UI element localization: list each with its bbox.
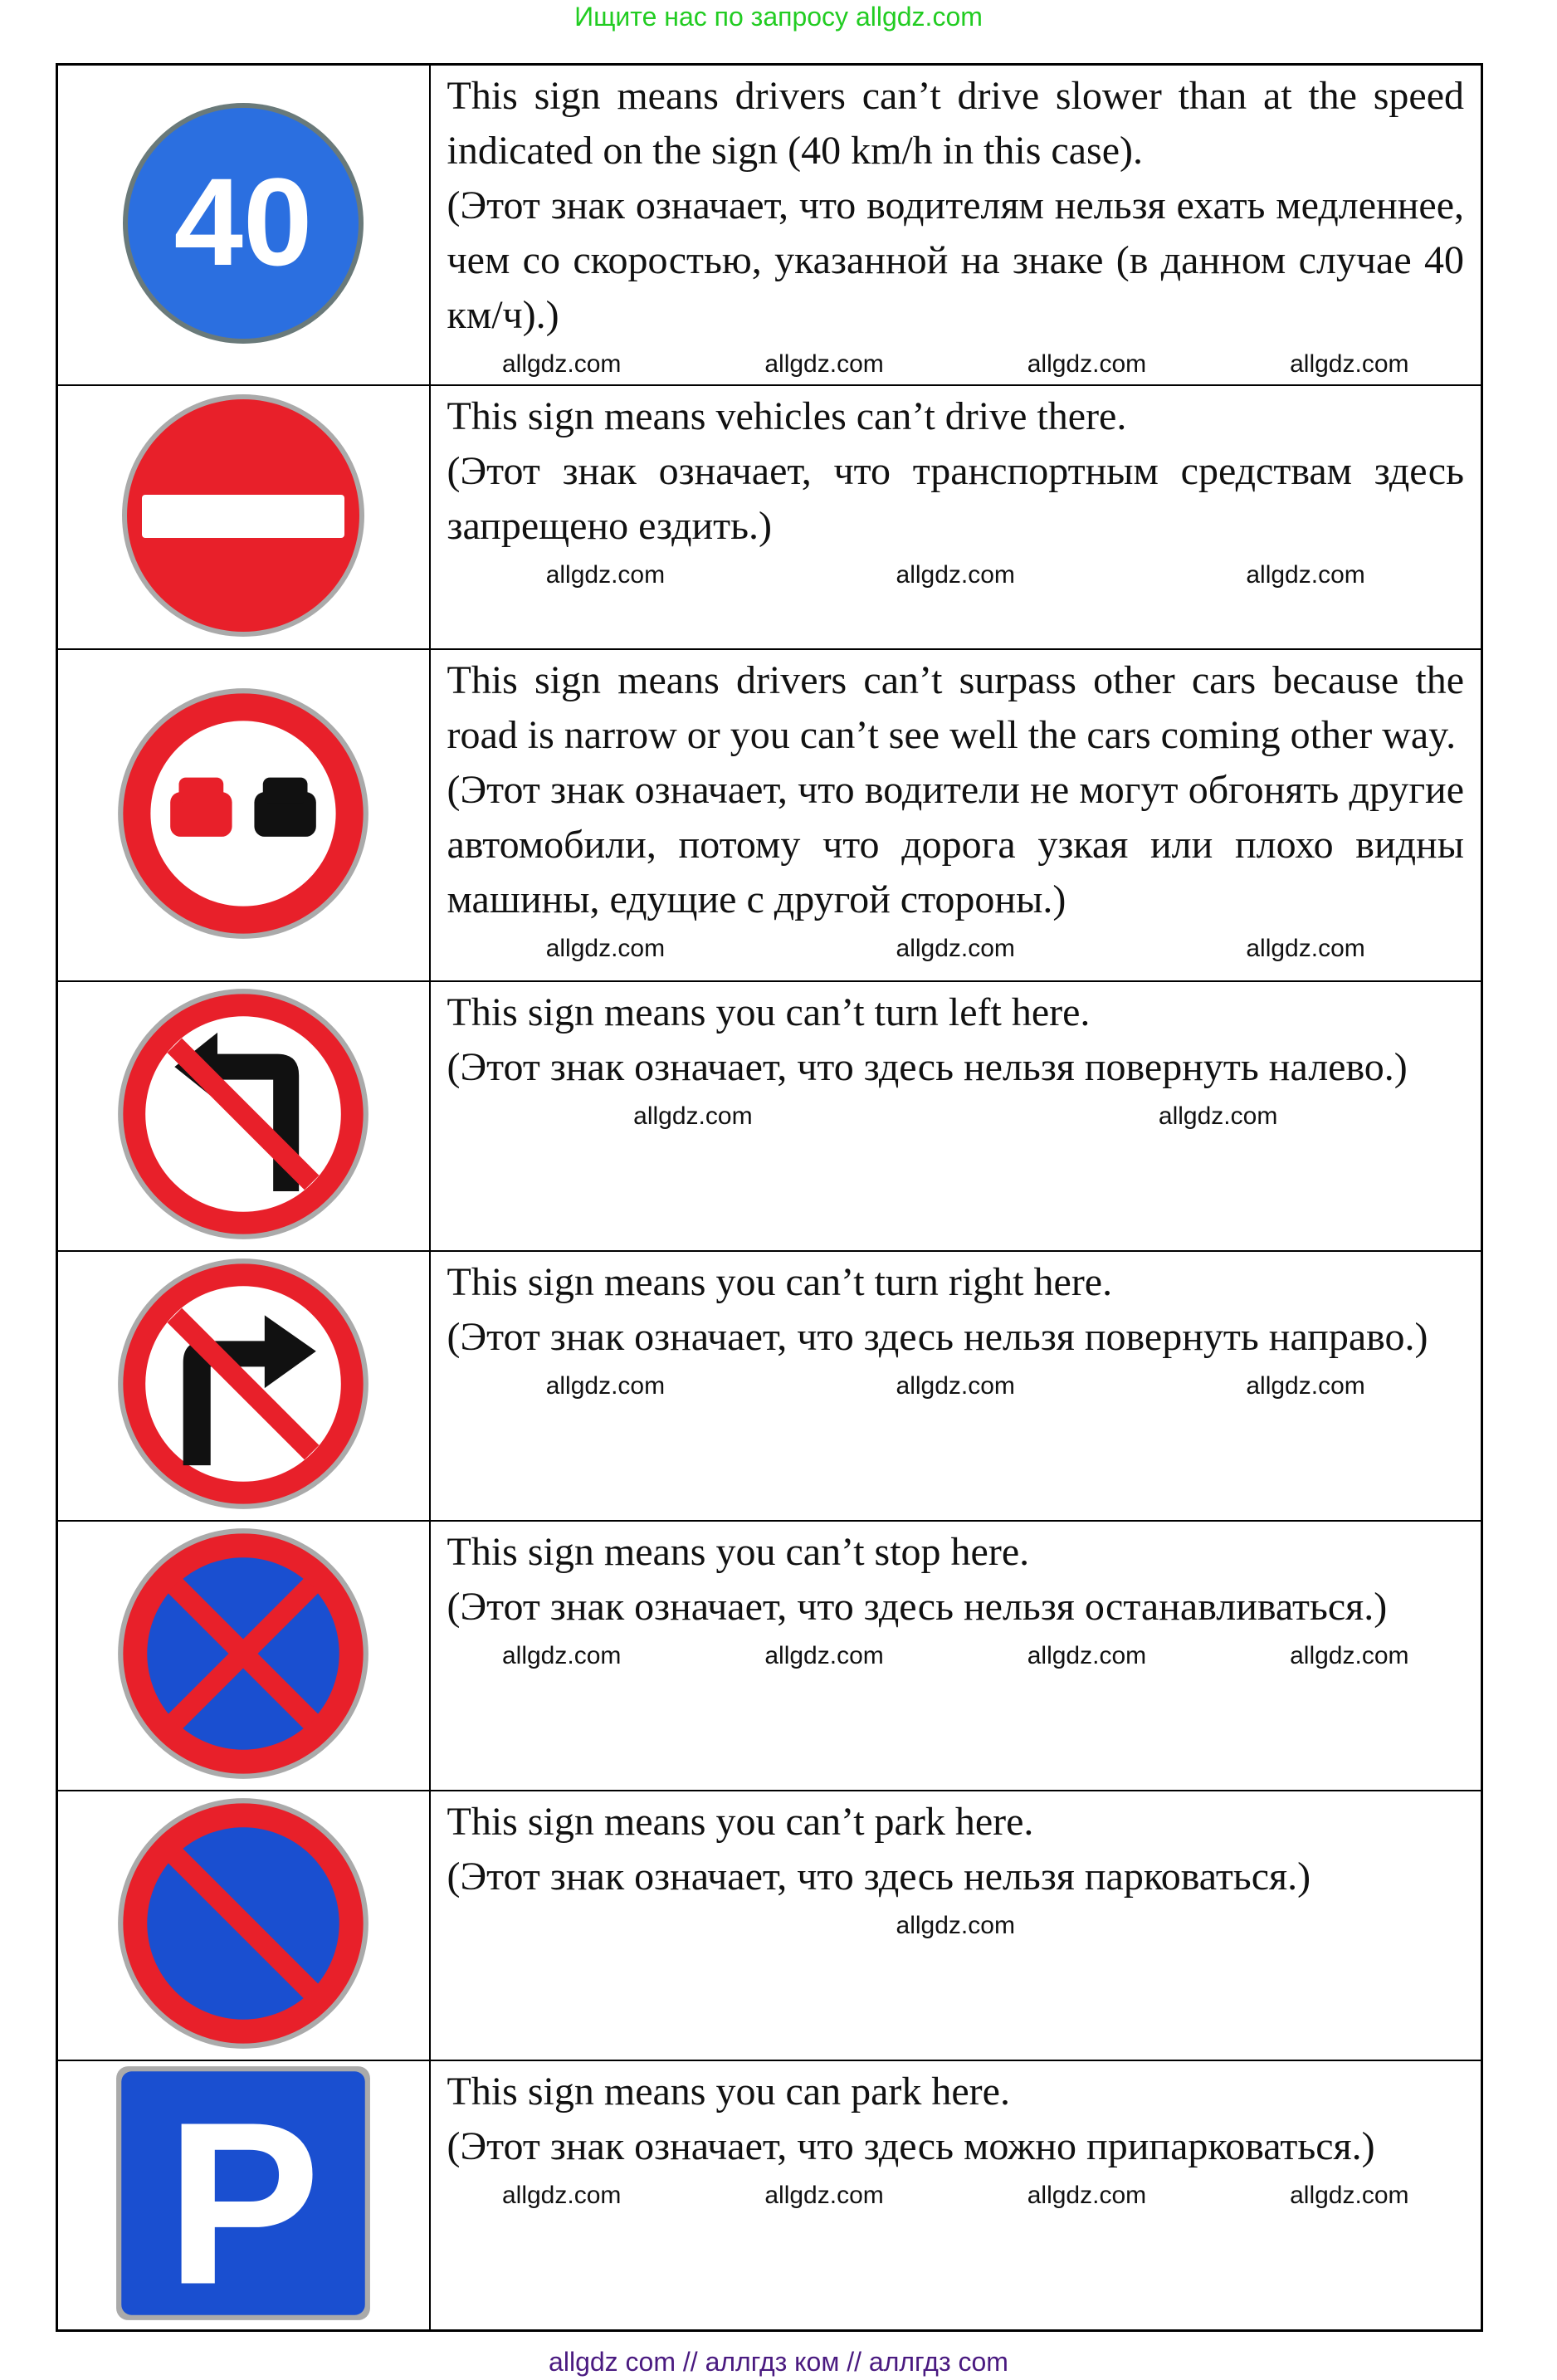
header-banner[interactable]: Ищите нас по запросу allgdz.com xyxy=(574,2,983,32)
russian-text: (Этот знак означает, что здесь нельзя останавливаться.) xyxy=(447,1585,1388,1629)
russian-text: (Этот знак означает, что здесь нельзя повернуть налево.) xyxy=(447,1045,1408,1089)
watermark: allgdz.com xyxy=(1246,561,1365,589)
description-cell xyxy=(430,649,1482,981)
watermark: allgdz.com xyxy=(1290,2182,1409,2209)
parking-sign-icon xyxy=(115,2065,372,2322)
sign-cell xyxy=(57,2060,430,2330)
russian-text: (Этот знак означает, что здесь можно припарковаться.) xyxy=(447,2124,1375,2168)
english-text: This sign means drivers can’t surpass other cars because the road is narrow or you can’t see well the cars coming other way. xyxy=(447,658,1464,757)
english-text: This sign means you can’t turn left here. xyxy=(447,990,1091,1034)
watermark-row xyxy=(447,932,1465,965)
sign-cell xyxy=(57,1791,430,2060)
table-row xyxy=(57,1521,1482,1791)
sign-cell xyxy=(57,1251,430,1521)
watermark: allgdz.com xyxy=(1290,1642,1409,1669)
footer-banner[interactable]: allgdz com // аллгдз ком // аллгдз com xyxy=(549,2346,1008,2377)
watermark: allgdz.com xyxy=(545,935,666,962)
sign-cell xyxy=(57,981,430,1251)
watermark-row xyxy=(447,1370,1465,1403)
minimum-speed-sign-icon xyxy=(119,99,368,348)
watermark-row xyxy=(447,1640,1465,1673)
english-text: This sign means drivers can’t drive slower than at the speed indicated on the sign (40 km/h in this case). xyxy=(447,74,1464,173)
russian-text: (Этот знак означает, что транспортным средствам здесь запрещено ездить.) xyxy=(447,449,1464,548)
russian-text: (Этот знак означает, что водителям нельзя ехать медленнее, чем со скоростью, указанной на знаке (в данном случае 40 км/ч).) xyxy=(447,183,1464,337)
description-cell xyxy=(430,2060,1482,2330)
watermark: allgdz.com xyxy=(764,1642,884,1669)
description-cell xyxy=(430,981,1482,1251)
watermark: allgdz.com xyxy=(1246,935,1365,962)
table-row xyxy=(57,1791,1482,2060)
road-signs-table xyxy=(56,63,1483,2332)
russian-text: (Этот знак означает, что водители не могут обгонять другие автомобили, потому что дорога узкая или плохо видны машины, едущие с другой стороны.) xyxy=(447,768,1464,921)
no-overtaking-sign-icon xyxy=(115,685,372,942)
no-entry-sign-icon xyxy=(119,391,368,640)
table-row xyxy=(57,385,1482,649)
watermark: allgdz.com xyxy=(1246,1372,1365,1400)
watermark: allgdz.com xyxy=(764,350,884,378)
table-row xyxy=(57,1251,1482,1521)
watermark-row xyxy=(447,2179,1465,2212)
watermark: allgdz.com xyxy=(1027,1642,1147,1669)
sign-number: 40 xyxy=(173,151,313,291)
sign-cell xyxy=(57,1521,430,1791)
description-cell xyxy=(430,385,1482,649)
no-right-turn-sign-icon xyxy=(115,1255,372,1513)
watermark-row xyxy=(447,1909,1465,1943)
table-row xyxy=(57,981,1482,1251)
no-left-turn-sign-icon xyxy=(115,985,372,1243)
watermark: allgdz.com xyxy=(1290,350,1409,378)
no-parking-sign-icon xyxy=(115,1795,372,2052)
watermark: allgdz.com xyxy=(896,935,1015,962)
table-row xyxy=(57,65,1482,386)
watermark: allgdz.com xyxy=(896,1912,1015,1939)
watermark: allgdz.com xyxy=(1158,1102,1278,1130)
english-text: This sign means you can’t park here. xyxy=(447,1800,1034,1844)
watermark-row xyxy=(447,1100,1465,1133)
description-cell xyxy=(430,1251,1482,1521)
watermark: allgdz.com xyxy=(896,561,1015,589)
description-cell xyxy=(430,1791,1482,2060)
watermark: allgdz.com xyxy=(1027,2182,1147,2209)
watermark: allgdz.com xyxy=(896,1372,1015,1400)
russian-text: (Этот знак означает, что здесь нельзя парковаться.) xyxy=(447,1855,1311,1899)
sign-cell xyxy=(57,649,430,981)
table-row xyxy=(57,649,1482,981)
russian-text: (Этот знак означает, что здесь нельзя повернуть направо.) xyxy=(447,1315,1428,1359)
table-row xyxy=(57,2060,1482,2330)
watermark: allgdz.com xyxy=(1027,350,1147,378)
no-stopping-sign-icon xyxy=(115,1525,372,1782)
watermark: allgdz.com xyxy=(545,561,666,589)
watermark: allgdz.com xyxy=(545,1372,666,1400)
english-text: This sign means you can’t turn right here. xyxy=(447,1260,1113,1304)
watermark-row xyxy=(447,348,1465,381)
description-cell xyxy=(430,65,1482,386)
sign-letter: P xyxy=(166,2074,321,2322)
watermark: allgdz.com xyxy=(501,350,622,378)
watermark: allgdz.com xyxy=(633,1102,753,1130)
watermark: allgdz.com xyxy=(764,2182,884,2209)
sign-cell xyxy=(57,65,430,386)
watermark: allgdz.com xyxy=(501,1642,622,1669)
sign-cell xyxy=(57,385,430,649)
english-text: This sign means you can’t stop here. xyxy=(447,1530,1030,1574)
english-text: This sign means you can park here. xyxy=(447,2070,1010,2114)
english-text: This sign means vehicles can’t drive there. xyxy=(447,394,1127,438)
watermark-row xyxy=(447,559,1465,592)
watermark: allgdz.com xyxy=(501,2182,622,2209)
description-cell xyxy=(430,1521,1482,1791)
